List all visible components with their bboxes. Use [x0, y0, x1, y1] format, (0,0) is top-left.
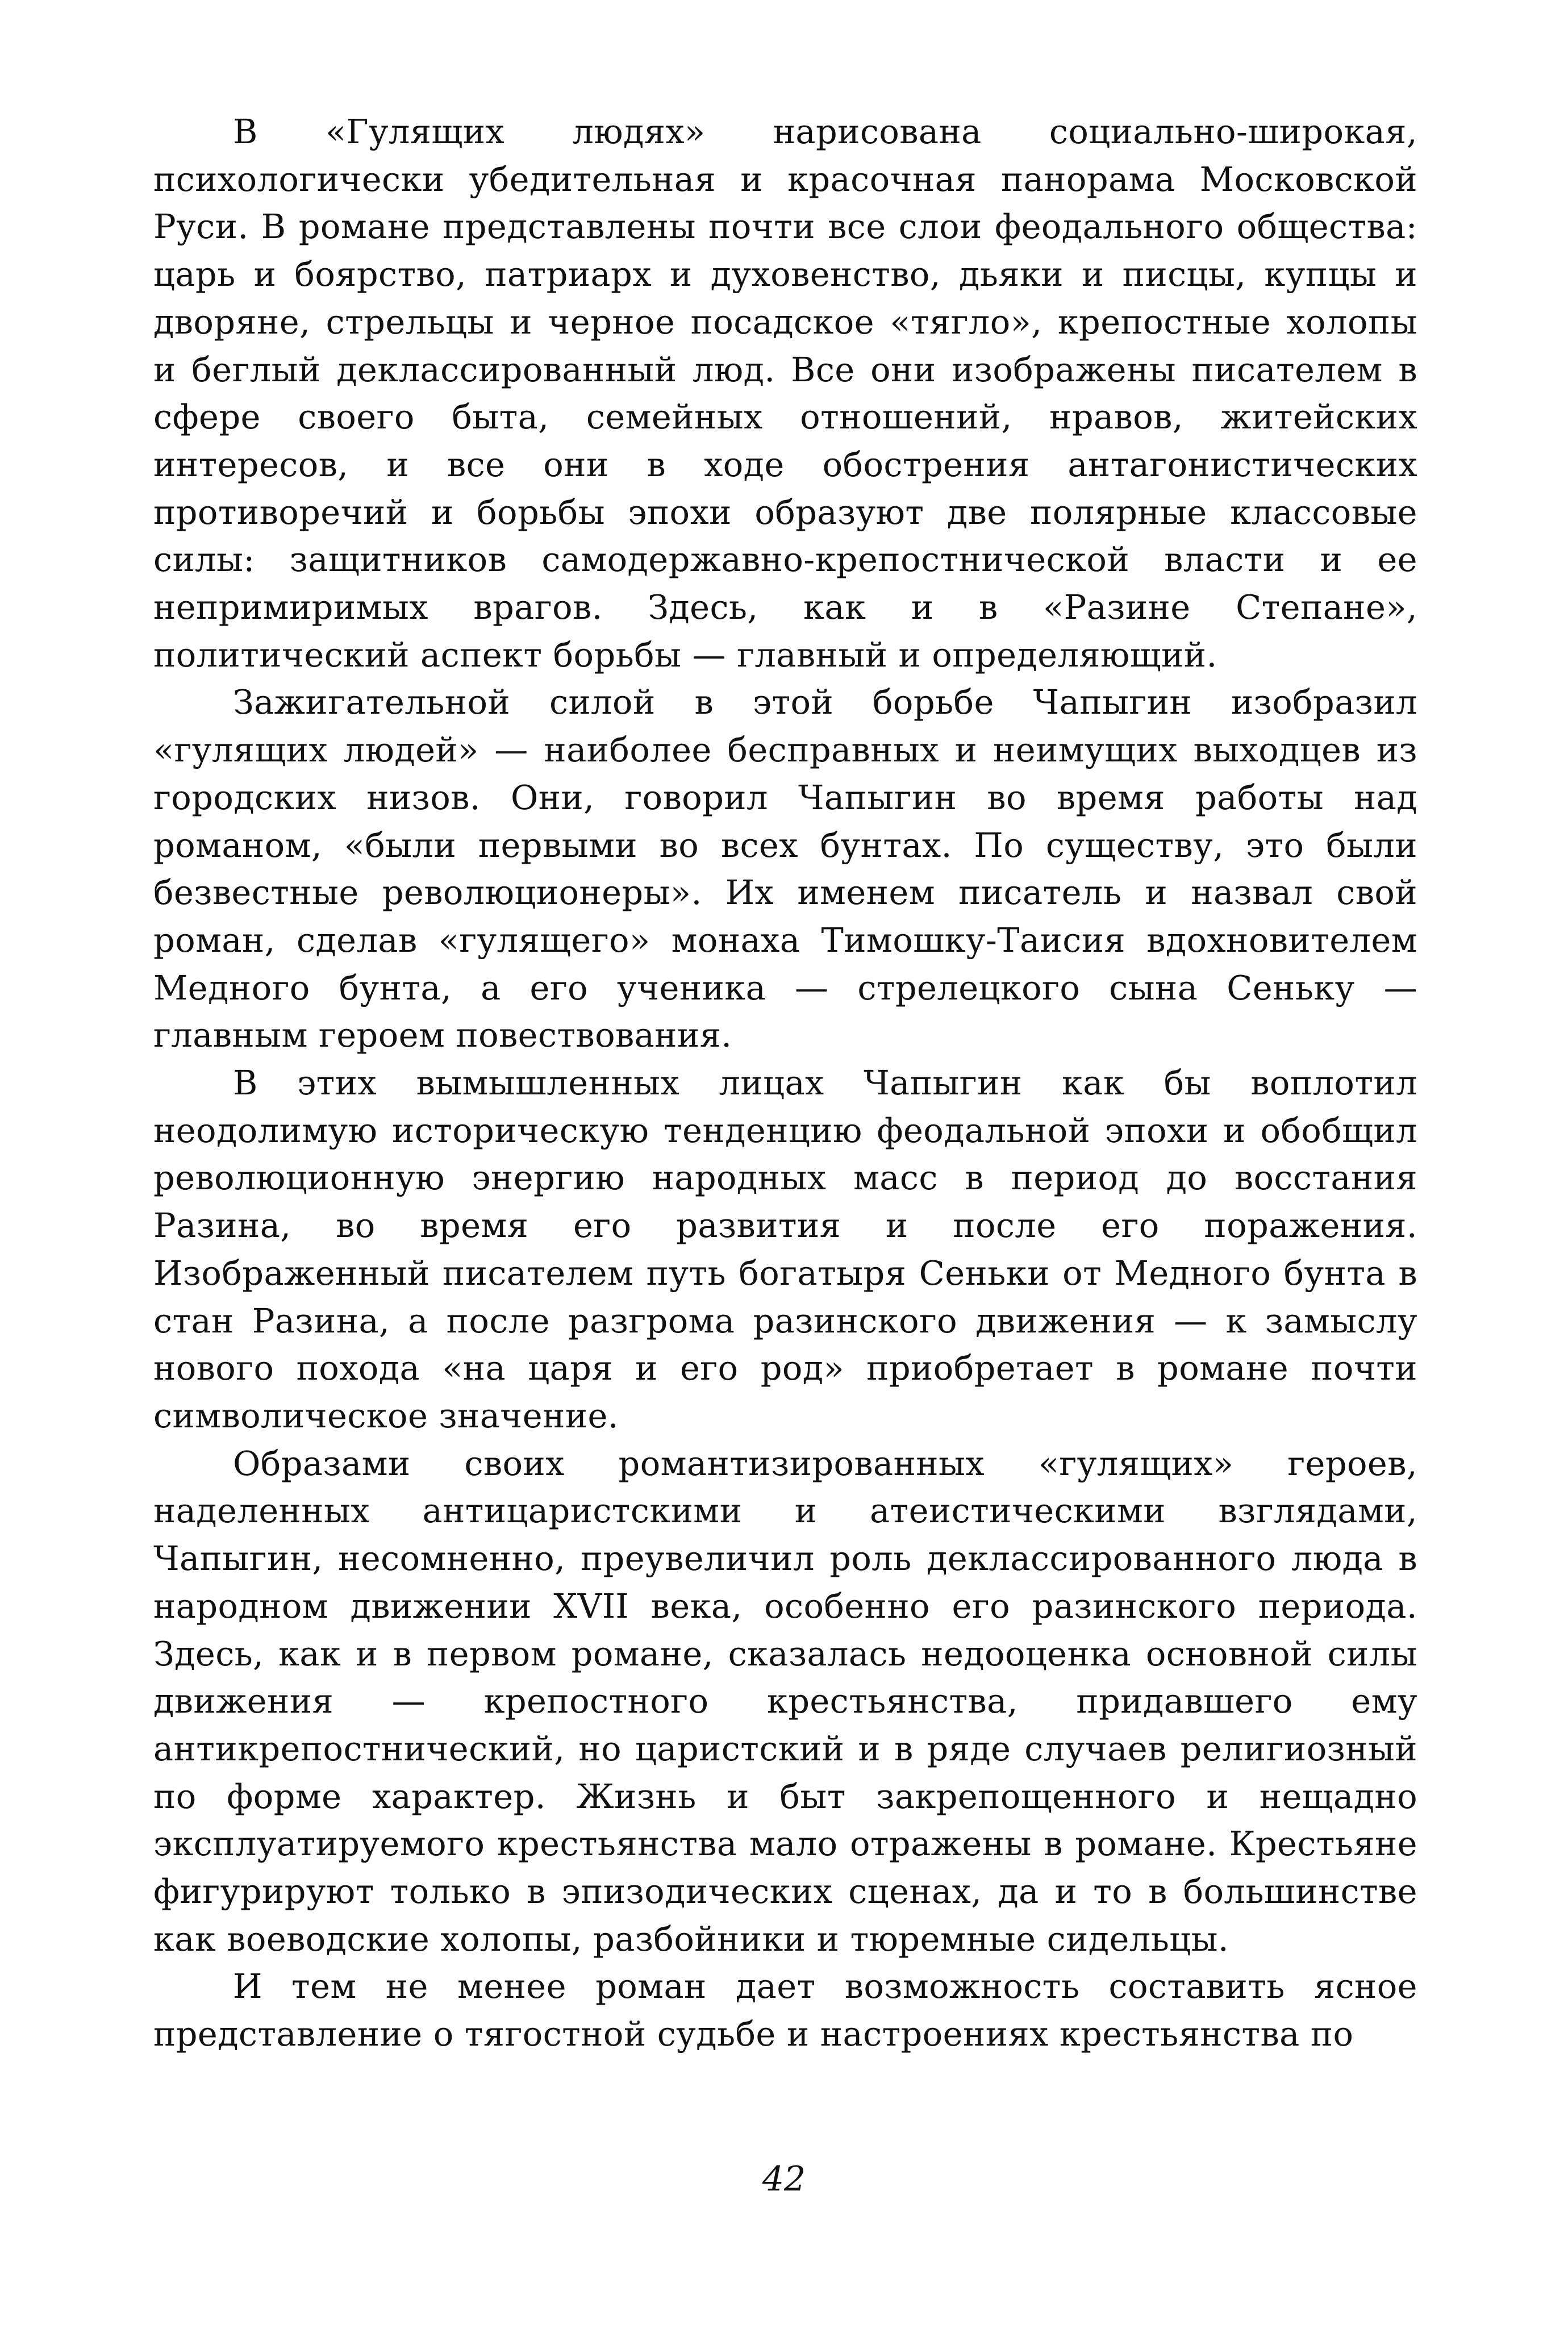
paragraph-2: Зажигательной силой в этой борьбе Чапыгин изобразил «гулящих людей» — наиболее бесправных и неимущих выходцев из городских низов. Они, говорил Чапыгин во время работы над романом, «были первыми во всех бунтах. По существу, это были безвестные революционеры». Их именем писатель и назвал свой роман, сделав «гулящего» монаха Тимошку-Таисия вдохновителем Медного бунта, а его ученика — стрелецкого сына Сеньку — главным героем повествования.: [153, 682, 1417, 1055]
paragraph-5: И тем не менее роман дает возможность составить ясное представление о тягостной судьбе и настроениях крестьянства по: [153, 1967, 1417, 2054]
body-text: [153, 108, 1417, 2058]
page-number: 42: [762, 2159, 806, 2199]
paragraph-3: В этих вымышленных лицах Чапыгин как бы воплотил неодолимую историческую тенденцию феодальной эпохи и обобщил революционную энергию народных масс в период до восстания Разина, во время его развития и после его поражения. Изображенный писателем путь богатыря Сеньки от Медного бунта в стан Разина, а после разгрома разинского движения — к замыслу нового похода «на царя и его род» приобретает в романе почти символическое значение.: [153, 1063, 1417, 1435]
paragraph-1: В «Гулящих людях» нарисована социально-широкая, психологически убедительная и красочная панорама Московской Руси. В романе представлены почти все слои феодального общества: царь и боярство, патриарх и духовенство, дьяки и писцы, купцы и дворяне, стрельцы и черное посадское «тягло», крепостные холопы и беглый деклассированный люд. Все они изображены писателем в сфере своего быта, семейных отношений, нравов, житейских интересов, и все они в ходе обострения антагонистических противоречий и борьбы эпохи образуют две полярные классовые силы: защитников самодержавно-крепостнической власти и ее непримиримых врагов. Здесь, как и в «Разине Степане», политический аспект борьбы — главный и определяющий.: [153, 112, 1417, 674]
paragraph-4: Образами своих романтизированных «гулящих» героев, наделенных антицаристскими и атеистическими взглядами, Чапыгин, несомненно, преувеличил роль деклассированного люда в народном движении XVII века, особенно его разинского периода. Здесь, как и в первом романе, сказалась недооценка основной силы движения — крепостного крестьянства, придавшего ему антикрепостнический, но царистский и в ряде случаев религиозный по форме характер. Жизнь и быт закрепощенного и нещадно эксплуатируемого крестьянства мало отражены в романе. Крестьяне фигурируют только в эпизодических сценах, да и то в большинстве как воеводские холопы, разбойники и тюремные сидельцы.: [153, 1443, 1417, 1959]
